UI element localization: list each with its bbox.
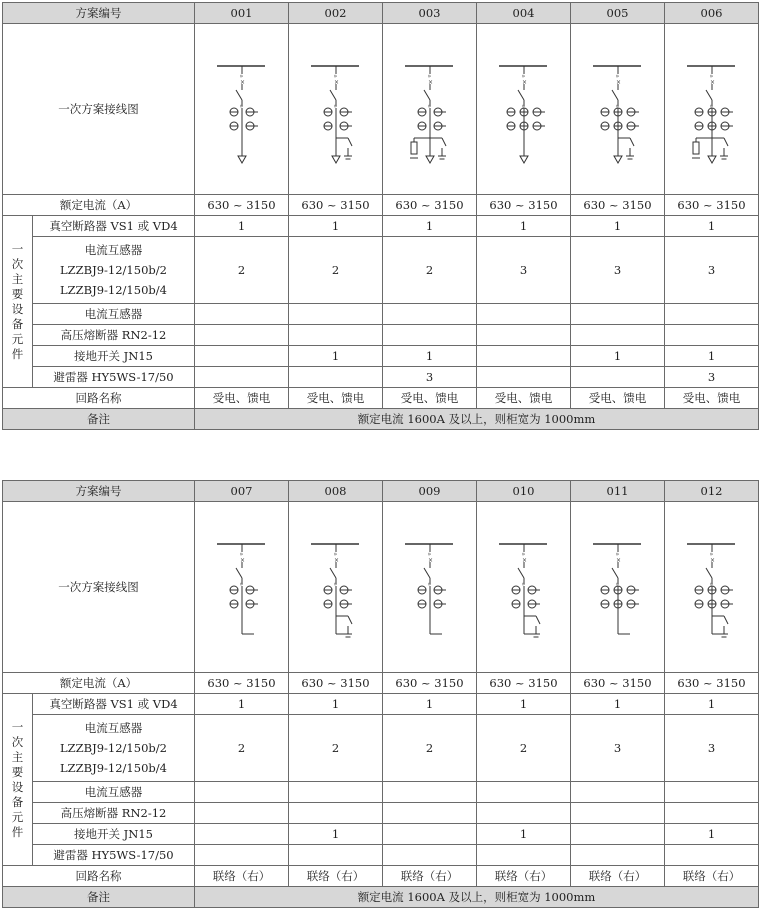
svg-text:×: × (239, 557, 245, 564)
scheme-table-1 (2, 2, 758, 430)
equipment-row-label: 避雷器 HY5WS-17/50 (33, 367, 195, 388)
svg-text:×: × (333, 79, 339, 86)
rated-current-label: 额定电流（A） (3, 195, 195, 216)
earth-quantity: 1 (665, 346, 759, 367)
ct-quantity: 2 (195, 715, 289, 782)
fuse-quantity (571, 325, 665, 346)
ct-quantity: 2 (383, 237, 477, 304)
earth-quantity (477, 346, 571, 367)
wiring-diagram-006 (672, 44, 752, 174)
earth-quantity (195, 824, 289, 845)
svg-text:»: » (333, 103, 337, 110)
fuse-quantity (571, 803, 665, 824)
arrester-quantity (477, 367, 571, 388)
circuit-name-value: 联络（右） (289, 866, 383, 887)
arrester-quantity (571, 845, 665, 866)
rated-current-value: 630 ~ 3150 (571, 673, 665, 694)
ct-quantity: 3 (665, 237, 759, 304)
scheme-number-label: 方案编号 (3, 481, 195, 502)
svg-text:»: » (427, 103, 431, 110)
diagram-row-label: 一次方案接线图 (3, 502, 195, 673)
fuse-quantity (289, 325, 383, 346)
ct-label-line: 电流互感器 (84, 721, 143, 735)
wiring-diagram-012 (672, 522, 752, 652)
breaker-quantity: 1 (195, 216, 289, 237)
svg-text:»: » (709, 551, 713, 558)
single-line-diagram (687, 544, 735, 637)
equipment-group-text: 一次主要设备元件 (11, 241, 24, 361)
scheme-table-2 (2, 480, 758, 908)
ct-quantity: 2 (289, 715, 383, 782)
breaker-quantity: 1 (289, 694, 383, 715)
svg-text:×: × (521, 79, 527, 86)
fuse-quantity (195, 325, 289, 346)
circuit-name-value: 联络（右） (477, 866, 571, 887)
svg-text:»: » (615, 73, 619, 80)
wiring-diagram-001 (202, 44, 282, 174)
scheme-id: 001 (195, 3, 289, 24)
diagram-cell (665, 502, 759, 673)
scheme-id: 009 (383, 481, 477, 502)
single-line-diagram (593, 544, 641, 634)
rated-current-value: 630 ~ 3150 (195, 673, 289, 694)
scheme-id: 008 (289, 481, 383, 502)
wiring-diagram-008 (296, 522, 376, 652)
ct2-quantity (477, 782, 571, 803)
earth-quantity: 1 (665, 824, 759, 845)
ct2-quantity (383, 304, 477, 325)
diagram-cell (195, 502, 289, 673)
ct-label-line: LZZBJ9-12/150b/2 (60, 741, 167, 755)
scheme-id: 012 (665, 481, 759, 502)
svg-text:»: » (615, 581, 619, 588)
svg-text:»: » (615, 551, 619, 558)
fuse-quantity (665, 325, 759, 346)
ct-quantity: 3 (571, 237, 665, 304)
svg-text:×: × (709, 79, 715, 86)
earth-quantity (383, 824, 477, 845)
diagram-cell (477, 502, 571, 673)
breaker-quantity: 1 (477, 694, 571, 715)
svg-text:»: » (239, 551, 243, 558)
ct-quantity: 2 (383, 715, 477, 782)
equipment-row-label: 高压熔断器 RN2-12 (33, 325, 195, 346)
fuse-quantity (289, 803, 383, 824)
arrester-quantity (289, 845, 383, 866)
breaker-quantity: 1 (571, 694, 665, 715)
earth-quantity: 1 (477, 824, 571, 845)
circuit-name-value: 受电、馈电 (665, 388, 759, 409)
single-line-diagram (405, 66, 453, 163)
earth-quantity: 1 (571, 346, 665, 367)
svg-text:×: × (427, 557, 433, 564)
ct-quantity: 2 (195, 237, 289, 304)
arrester-quantity (383, 845, 477, 866)
remark-label: 备注 (3, 887, 195, 908)
fuse-quantity (195, 803, 289, 824)
equipment-row-label (33, 715, 195, 782)
svg-text:»: » (521, 581, 525, 588)
scheme-id: 005 (571, 3, 665, 24)
diagram-cell (571, 502, 665, 673)
scheme-id: 011 (571, 481, 665, 502)
ct-quantity: 2 (477, 715, 571, 782)
circuit-name-value: 联络（右） (665, 866, 759, 887)
breaker-quantity: 1 (383, 216, 477, 237)
scheme-id: 006 (665, 3, 759, 24)
svg-text:»: » (239, 581, 243, 588)
equipment-spec-table (2, 2, 759, 430)
arrester-quantity (477, 845, 571, 866)
single-line-diagram (687, 66, 735, 163)
single-line-diagram (311, 544, 359, 637)
ct2-quantity (665, 304, 759, 325)
ct2-quantity (477, 304, 571, 325)
arrester-quantity: 3 (665, 367, 759, 388)
breaker-quantity: 1 (383, 694, 477, 715)
ct2-quantity (383, 782, 477, 803)
ct2-quantity (571, 782, 665, 803)
circuit-name-value: 联络（右） (383, 866, 477, 887)
diagram-cell (195, 24, 289, 195)
svg-text:»: » (709, 73, 713, 80)
fuse-quantity (383, 803, 477, 824)
arrester-quantity (571, 367, 665, 388)
single-line-diagram (593, 66, 641, 163)
rated-current-value: 630 ~ 3150 (289, 673, 383, 694)
svg-text:×: × (709, 557, 715, 564)
arrester-quantity: 3 (383, 367, 477, 388)
scheme-number-label: 方案编号 (3, 3, 195, 24)
svg-text:»: » (427, 581, 431, 588)
equipment-row-label: 真空断路器 VS1 或 VD4 (33, 694, 195, 715)
scheme-id: 010 (477, 481, 571, 502)
single-line-diagram (217, 66, 265, 163)
svg-text:×: × (239, 79, 245, 86)
remark-label: 备注 (3, 409, 195, 430)
svg-text:»: » (709, 581, 713, 588)
svg-text:»: » (521, 103, 525, 110)
wiring-diagram-005 (578, 44, 658, 174)
svg-text:×: × (521, 557, 527, 564)
rated-current-value: 630 ~ 3150 (195, 195, 289, 216)
wiring-diagram-010 (484, 522, 564, 652)
equipment-row-label: 避雷器 HY5WS-17/50 (33, 845, 195, 866)
ct-label-line: LZZBJ9-12/150b/4 (60, 761, 167, 775)
equipment-row-label: 电流互感器 (33, 782, 195, 803)
scheme-id: 003 (383, 3, 477, 24)
ct-label-line: LZZBJ9-12/150b/4 (60, 283, 167, 297)
rated-current-value: 630 ~ 3150 (477, 195, 571, 216)
equipment-spec-table (2, 480, 759, 908)
ct2-quantity (289, 304, 383, 325)
circuit-name-value: 联络（右） (571, 866, 665, 887)
remark-text: 额定电流 1600A 及以上，则柜宽为 1000mm (195, 887, 759, 908)
svg-text:»: » (427, 551, 431, 558)
single-line-diagram (499, 544, 547, 637)
svg-text:»: » (427, 73, 431, 80)
ct2-quantity (665, 782, 759, 803)
breaker-quantity: 1 (571, 216, 665, 237)
equipment-row-label (33, 237, 195, 304)
circuit-name-label: 回路名称 (3, 388, 195, 409)
rated-current-value: 630 ~ 3150 (289, 195, 383, 216)
breaker-quantity: 1 (289, 216, 383, 237)
svg-text:»: » (521, 73, 525, 80)
earth-quantity (571, 824, 665, 845)
diagram-cell (665, 24, 759, 195)
scheme-id: 004 (477, 3, 571, 24)
earth-quantity: 1 (289, 346, 383, 367)
remark-text: 额定电流 1600A 及以上，则柜宽为 1000mm (195, 409, 759, 430)
fuse-quantity (665, 803, 759, 824)
svg-text:×: × (333, 557, 339, 564)
circuit-name-value: 受电、馈电 (571, 388, 665, 409)
circuit-name-value: 受电、馈电 (289, 388, 383, 409)
fuse-quantity (383, 325, 477, 346)
ct-quantity: 3 (477, 237, 571, 304)
diagram-cell (289, 502, 383, 673)
ct2-quantity (195, 782, 289, 803)
equipment-row-label: 电流互感器 (33, 304, 195, 325)
fuse-quantity (477, 803, 571, 824)
scheme-id: 002 (289, 3, 383, 24)
equipment-row-label: 接地开关 JN15 (33, 346, 195, 367)
breaker-quantity: 1 (665, 216, 759, 237)
svg-text:»: » (239, 103, 243, 110)
rated-current-value: 630 ~ 3150 (665, 673, 759, 694)
svg-text:»: » (333, 551, 337, 558)
svg-text:»: » (709, 103, 713, 110)
breaker-quantity: 1 (195, 694, 289, 715)
earth-quantity: 1 (289, 824, 383, 845)
rated-current-value: 630 ~ 3150 (571, 195, 665, 216)
circuit-name-label: 回路名称 (3, 866, 195, 887)
ct-label-line: 电流互感器 (84, 243, 143, 257)
circuit-name-value: 受电、馈电 (477, 388, 571, 409)
circuit-name-value: 联络（右） (195, 866, 289, 887)
circuit-name-value: 受电、馈电 (195, 388, 289, 409)
ct2-quantity (289, 782, 383, 803)
single-line-diagram (217, 544, 265, 634)
wiring-diagram-003 (390, 44, 470, 174)
equipment-row-label: 真空断路器 VS1 或 VD4 (33, 216, 195, 237)
ct2-quantity (195, 304, 289, 325)
ct-label-line: LZZBJ9-12/150b/2 (60, 263, 167, 277)
svg-text:»: » (615, 103, 619, 110)
ct2-quantity (571, 304, 665, 325)
equipment-row-label: 接地开关 JN15 (33, 824, 195, 845)
diagram-cell (383, 502, 477, 673)
ct-quantity: 2 (289, 237, 383, 304)
single-line-diagram (311, 66, 359, 163)
diagram-cell (383, 24, 477, 195)
ct-quantity: 3 (665, 715, 759, 782)
fuse-quantity (477, 325, 571, 346)
wiring-diagram-004 (484, 44, 564, 174)
equipment-group-label (3, 694, 33, 866)
earth-quantity (195, 346, 289, 367)
wiring-diagram-002 (296, 44, 376, 174)
wiring-diagram-009 (390, 522, 470, 652)
arrester-quantity (195, 367, 289, 388)
rated-current-value: 630 ~ 3150 (383, 673, 477, 694)
rated-current-label: 额定电流（A） (3, 673, 195, 694)
svg-text:»: » (333, 581, 337, 588)
arrester-quantity (195, 845, 289, 866)
single-line-diagram (499, 66, 547, 163)
diagram-cell (571, 24, 665, 195)
rated-current-value: 630 ~ 3150 (383, 195, 477, 216)
breaker-quantity: 1 (665, 694, 759, 715)
equipment-row-label: 高压熔断器 RN2-12 (33, 803, 195, 824)
wiring-diagram-007 (202, 522, 282, 652)
svg-text:»: » (521, 551, 525, 558)
rated-current-value: 630 ~ 3150 (665, 195, 759, 216)
breaker-quantity: 1 (477, 216, 571, 237)
svg-text:»: » (333, 73, 337, 80)
equipment-group-text: 一次主要设备元件 (11, 719, 24, 839)
circuit-name-value: 受电、馈电 (383, 388, 477, 409)
svg-text:×: × (615, 79, 621, 86)
single-line-diagram (405, 544, 453, 634)
diagram-cell (289, 24, 383, 195)
arrester-quantity (289, 367, 383, 388)
svg-text:»: » (239, 73, 243, 80)
arrester-quantity (665, 845, 759, 866)
earth-quantity: 1 (383, 346, 477, 367)
svg-text:×: × (427, 79, 433, 86)
ct-quantity: 3 (571, 715, 665, 782)
rated-current-value: 630 ~ 3150 (477, 673, 571, 694)
diagram-row-label: 一次方案接线图 (3, 24, 195, 195)
wiring-diagram-011 (578, 522, 658, 652)
diagram-cell (477, 24, 571, 195)
svg-text:×: × (615, 557, 621, 564)
equipment-group-label (3, 216, 33, 388)
scheme-id: 007 (195, 481, 289, 502)
